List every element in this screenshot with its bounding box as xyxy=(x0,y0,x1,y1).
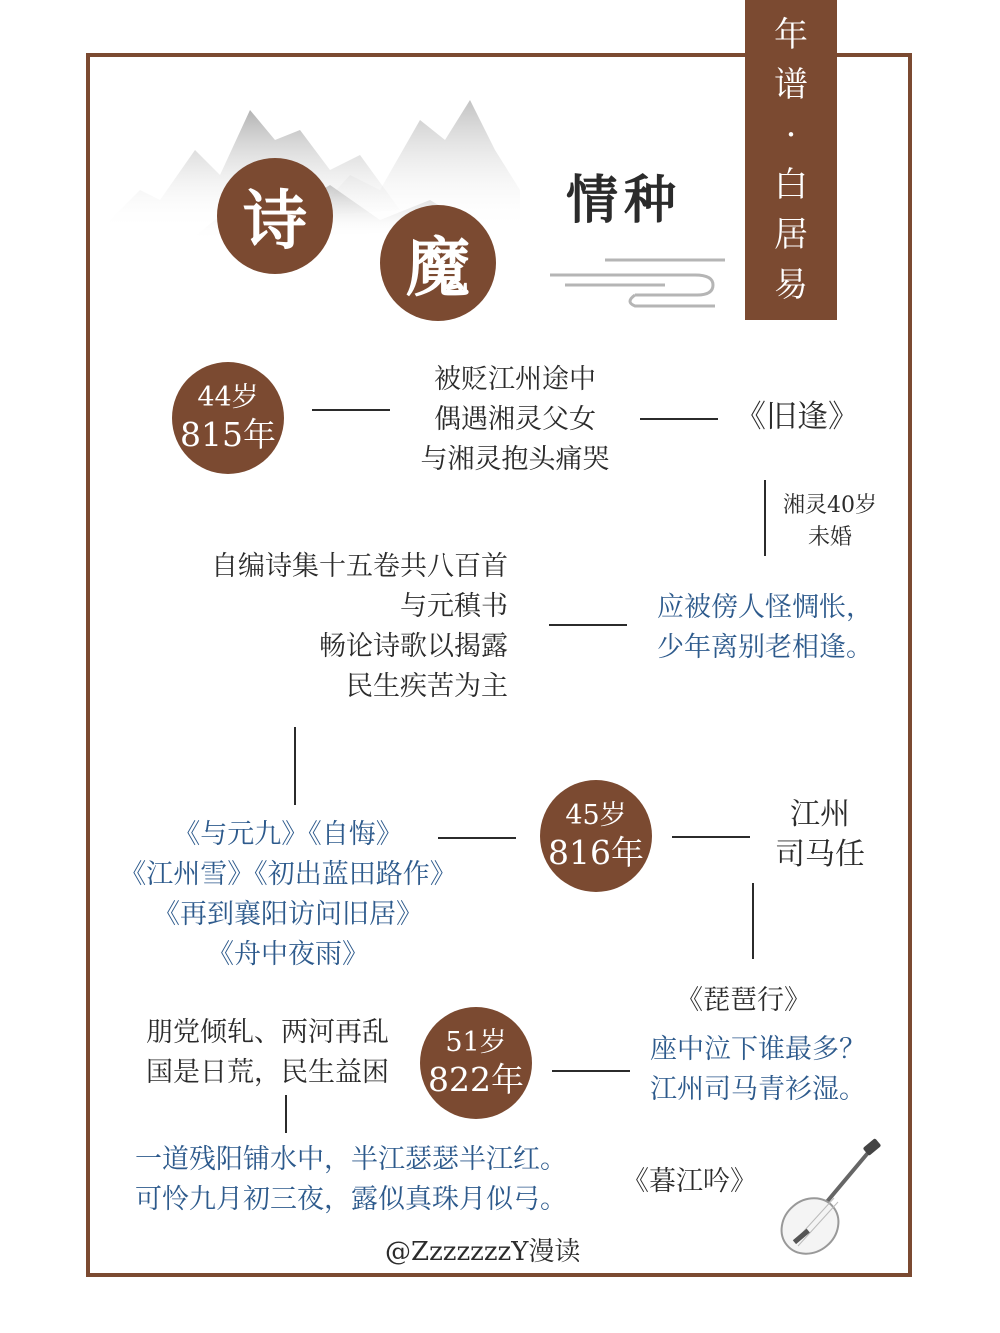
poem-line: 《与元九》《自悔》 xyxy=(173,819,403,850)
poem-title: 《旧逢》 xyxy=(735,399,859,435)
tag-char: 白 xyxy=(774,165,808,205)
tag-char: · xyxy=(785,115,797,155)
pipa-title: 《琵琶行》 xyxy=(676,985,811,1016)
poem-line: 《江州雪》《初出蓝田路作》 xyxy=(119,859,457,890)
verse-line: 座中泣下谁最多？ xyxy=(650,1034,866,1065)
event-line: 偶遇湘灵父女 xyxy=(434,404,596,435)
verse-line: 江州司马青衫湿。 xyxy=(650,1074,866,1105)
event-line: 与湘灵抱头痛哭 xyxy=(420,444,610,475)
event-line: 国是日荒，民生益困 xyxy=(146,1057,389,1088)
tag-char: 居 xyxy=(774,215,808,255)
year-circle-822 xyxy=(420,1007,532,1119)
events-822 xyxy=(146,1013,389,1093)
connector-line xyxy=(752,883,754,959)
verse-822 xyxy=(135,1140,567,1220)
verse-line: 可怜九月初三夜，露似真珠月似弓。 xyxy=(135,1184,567,1215)
post-816 xyxy=(760,795,880,875)
title-char: 魔 xyxy=(406,231,470,306)
connector-line xyxy=(285,1095,287,1133)
verse-line: 应被傍人怪惆怅， xyxy=(657,592,873,623)
age-label: 45岁 xyxy=(565,800,627,831)
connector-line xyxy=(549,624,627,626)
year-label: 815年 xyxy=(180,415,276,454)
event-line: 被贬江州途中 xyxy=(434,364,596,395)
verse-815 xyxy=(657,588,873,668)
tag-char: 谱 xyxy=(774,65,808,105)
connector-line xyxy=(672,836,750,838)
poem-title: 《暮江吟》 xyxy=(622,1166,757,1197)
verse-line: 一道残阳铺水中，半江瑟瑟半江红。 xyxy=(135,1144,567,1175)
note-line: 未婚 xyxy=(807,525,852,550)
pipa-verse xyxy=(650,1030,866,1110)
event-line: 朋党倾轧、两河再乱 xyxy=(146,1017,389,1048)
note-line: 湘灵40岁 xyxy=(783,493,877,518)
title-char: 诗 xyxy=(243,184,307,259)
age-label: 44岁 xyxy=(197,382,259,413)
event-815 xyxy=(400,360,630,480)
title-circle-poet xyxy=(217,158,333,274)
year-label: 822年 xyxy=(428,1060,524,1099)
cloud-swirl-icon xyxy=(545,240,735,310)
poem-line: 《舟中夜雨》 xyxy=(207,939,369,970)
poem-line: 《再到襄阳访问旧居》 xyxy=(153,899,423,930)
post-line: 司马任 xyxy=(775,837,865,872)
connector-line xyxy=(438,837,516,839)
poems-816 xyxy=(98,815,478,975)
note-815 xyxy=(775,490,885,554)
age-label: 51岁 xyxy=(445,1027,507,1058)
subtitle: 情种 xyxy=(566,170,683,231)
connector-line xyxy=(294,727,296,805)
title-tag xyxy=(745,0,837,320)
works-line: 畅论诗歌以揭露 xyxy=(319,631,508,662)
year-circle-816 xyxy=(540,780,652,892)
connector-line xyxy=(552,1070,630,1072)
watermark: @ZzzzzzzY漫读 xyxy=(385,1237,581,1267)
connector-line xyxy=(640,418,718,420)
connector-line xyxy=(764,480,766,556)
year-circle-815 xyxy=(172,362,284,474)
year-label: 816年 xyxy=(548,833,644,872)
verse-line: 少年离别老相逢。 xyxy=(657,632,873,663)
works-line: 自编诗集十五卷共八百首 xyxy=(211,551,508,582)
works-line: 与元稹书 xyxy=(400,591,508,622)
tag-char: 易 xyxy=(774,265,808,305)
pipa-icon xyxy=(772,1138,892,1258)
works-line: 民生疾苦为主 xyxy=(346,671,508,702)
tag-char: 年 xyxy=(774,15,808,55)
post-line: 江州 xyxy=(790,797,850,832)
connector-line xyxy=(312,409,390,411)
works-815 xyxy=(150,547,508,707)
title-circle-demon xyxy=(380,205,496,321)
